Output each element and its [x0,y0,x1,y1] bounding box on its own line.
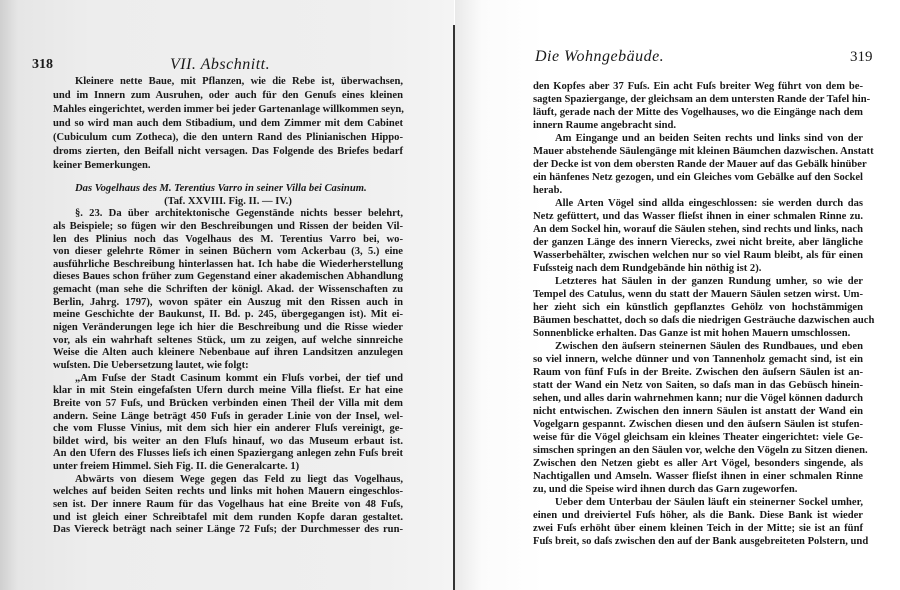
text-block [533,80,875,548]
text-line: Wasserbehälter, zwischen welchen nur so viel Raum bleibt, als für einen [533,250,863,261]
text-line: Alle Arten Vögel sind allda eingeschlossen: sie werden durch das [555,198,863,209]
text-line: Weise die Alten auch kleinere Nebenbaue auf ihren Landsitzen anzulegen [53,347,403,359]
text-line: nigen Veränderungen lege ich hier die Beschreibung und die Risse wieder [53,322,403,334]
text-line: sen ist. Der innere Raum für das Vogelhaus hat eine Breite von 48 Fuſs, [53,499,403,511]
text-line: den Kopfes aber 37 Fuſs. Ein acht Fuſs breiter Weg führt von dem be- [533,81,863,92]
text-block [53,75,403,173]
running-title: VII. Abschnitt. [170,56,271,73]
text-line: als Beispiele; so fügen wir den Beschreibungen und Rissen der beiden Vil- [53,220,403,232]
text-line: dieses Baues schon früher zum Gegenstand einer akademischen Abhandlung [53,271,403,283]
text-line: nicht entwischen. Zwischen den innern Säulen ist anstatt der Wand ein [533,406,863,417]
text-line: Berlin, Jahrg. 1797), wovon später ein Auszug mit den Rissen auch in [53,296,403,308]
text-line: len des Plinius noch das Vogelhaus des M. Terentius Varro bei, wo- [53,233,403,245]
text-line: Letzteres hat Säulen in der ganzen Rundung umher, so wie der [555,276,863,287]
text-block [53,183,403,537]
text-line: §. 23. Da über architektonische Gegenstände nichts besser belehrt, [75,208,403,220]
text-line: An den Ufern des Flusses lieſs ich einen Spaziergang anlegen zehn Fuſs breit [53,448,403,460]
text-line: innern Raume angebracht sind. [533,120,677,131]
text-line: vor, als ein wahrhaft seltenes Stück, um zu zeigen, auf welche sinnreiche [53,334,403,346]
text-line: che vom Flusse Vinius, mit dem sich hier ein anderer Fluſs vereinigt, ge- [53,423,403,435]
text-line: Kleinere nette Baue, mit Pflanzen, wie die Rebe ist, überwachsen, [75,76,403,87]
text-line: meine Geschichte der Baukunst, II. Bd. p. 245, übergegangen ist). Mit ei- [53,309,403,321]
text-line: und so wird man auch dem Stibadium, und dem Zimmer mit dem Cabinet [53,118,403,129]
text-line: „Am Fuſse der Stadt Casinum kommt ein Fluſs vorbei, der tief und [75,372,403,384]
page-number: 319 [850,49,873,65]
text-line: sehen, und alles darin wahrnehmen kann; nur die Vögel können dadurch [533,393,863,404]
text-line: zu, und die Speise wird ihnen durch das Garn zugeworfen. [533,484,798,495]
text-line: droms zierten, den Beifall nicht versagen. Das Folgende des Briefes bedarf [53,146,403,157]
text-line: bildet wird, bis weiter an den Fluſs hinauf, wo das Museum erbaut ist. [53,435,403,447]
text-line: An dem Sockel hin, worauf die Säulen stehen, sind rechts und links, nach [533,224,863,235]
text-line: Zwischen den Netzen giebt es aller Art Vögel, besonders singende, als [533,458,863,469]
text-line: Breite von 57 Fuſs, und Brücken verbinden einen Theil der Villa mit dem [53,397,403,409]
text-line: keiner Bemerkungen. [53,160,151,171]
text-line: Ueber dem Unterbau der Säulen läuft ein steinerner Sockel umher, [555,497,863,508]
text-line: Das Viereck beträgt nach seiner Länge 72 Fuſs; der Durchmesser des run- [53,524,403,536]
text-line: Abwärts von diesem Wege gegen das Feld zu liegt das Vogelhaus, [75,473,403,485]
text-line: Tempel des Catulus, wenn du statt der Mauern Säulen setzen wirst. Um- [533,289,863,300]
running-title: Die Wohngebäude. [535,48,665,65]
text-line: gemacht (man sehe die Schriften der königl. Akad. der Wissenschaften zu [53,284,403,296]
right-page [455,0,900,590]
text-line: und ist gleich einer Schreibtafel mit dem runden Kopfe daran gestaltet. [53,511,403,523]
page-number: 318 [32,57,53,72]
text-line: ein hänfenes Netz gezogen, und ein Gleiches vom Gebälke auf den Sockel [533,172,863,183]
text-line: Fuſssteig nach dem Rundgebände hin nöthig ist 2). [533,263,762,274]
text-line: von dieser gelehrte Römer in seinen Büchern vom Ackerbau (3, 5.) eine [53,246,403,258]
text-line: andern. Seine Länge beträgt 450 Fuſs in gerader Linie von der Insel, wel- [53,410,403,422]
text-line: so viel innern, welche dünner und von Tannenholz gemacht sind, ist ein [533,354,863,365]
text-line: wuſsten. Die Uebersetzung lautet, wie folgt: [53,359,249,371]
text-line: weise für die Vögel gleichsam ein kleines Theater eingerichtet: viele Ge- [533,432,863,443]
text-line: Sonnenblicke erhalten. Das Ganze ist mit hohen Mauern umschlossen. [533,328,851,339]
text-line: Am Eingange und an beiden Seiten rechts und links sind von der [555,133,863,144]
text-line: welches auf beiden Seiten rechts und links mit hohen Mauern eingeschlos- [53,486,403,498]
text-line: herab. [533,185,563,196]
text-line: Fuſs breit, so daſs zwischen den auf der Bank ausgebreiteten Polstern, und [533,536,869,547]
text-line: der Decke ist von dem obersten Rande der Mauer auf das Gebälk hinüber [533,159,867,170]
text-line: Zwischen den äuſsern steinernen Säulen des Rundbaues, und eben [555,341,863,352]
text-line: ausführliche Beschreibung hinterlassen hat. Ich habe die Wiederherstellung [53,258,403,270]
section-heading: Das Vogelhaus des M. Terentius Varro in seiner Villa bei Casinum. [75,183,367,194]
text-line: sagten Spaziergange, der gleichsam an dem untersten Rande der Tafel hin- [533,94,871,105]
text-line: Mauer abstehende Säulengänge mit kleinen Bäumchen dazwischen. Anstatt [533,146,874,157]
text-line: unter freiem Himmel. Sieh Fig. II. die Generalcarte. 1) [53,461,300,473]
text-line: Netz gefüttert, und das Wasser flieſst ihnen in einer schmalen Rinne zu. [533,211,863,222]
text-line: statt der Wand ein Netz von Saiten, so daſs man in das Gebüsch hinein- [533,380,863,391]
text-line: Raum von fünf Fuſs in der Breite. Zwischen den äuſsern Säulen ist an- [533,367,863,378]
text-line: klar in mit Stein eingefaſsten Ufern durch meine Villa flieſst. Er hat eine [53,385,403,397]
text-line: Vogelgarn gespannt. Zwischen diesen und den äuſsern Säulen ist stufen- [533,419,863,430]
text-line: und im Innern zum Ausruhen, oder auch für den Genuſs eines kleinen [53,90,403,101]
text-line: simschen springen an den Säulen vor, welche den Vögeln zu Sitzen dienen. [533,445,868,456]
text-line: Nachtigallen und Amseln. Wasser flieſst ihnen in einer schmalen Rinne [533,471,863,482]
text-line: Mahles eingerichtet, werden immer bei jeder Gartenanlage willkommen seyn, [53,104,404,115]
text-line: der ganzen Länge des innern Vierecks, zwei nicht breite, aber längliche [533,237,863,248]
text-line: Bäumen beschattet, doch so daſs die niedrigen Gesträuche dazwischen auch [533,315,875,326]
text-line: einen und dreiviertel Fuſs höher, als die Bank. Diese Bank ist wieder [533,510,863,521]
text-line: her zieht sich ein künstlich gepflanztes Gehölz von hochstämmigen [533,302,863,313]
text-line: (Taf. XXVIII. Fig. II. — IV.) [164,195,292,207]
text-line: läuft, gerade nach der Mitte des Vogelhauses, wo die Eingänge nach dem [533,107,863,118]
text-line: (Cubiculum cum Zotheca), die den untern Rand des Plinianischen Hippo- [53,132,403,143]
text-line: zwei Fuſs erhöht über einem kleinen Teich in der Mitte; sie ist an fünf [533,523,863,534]
